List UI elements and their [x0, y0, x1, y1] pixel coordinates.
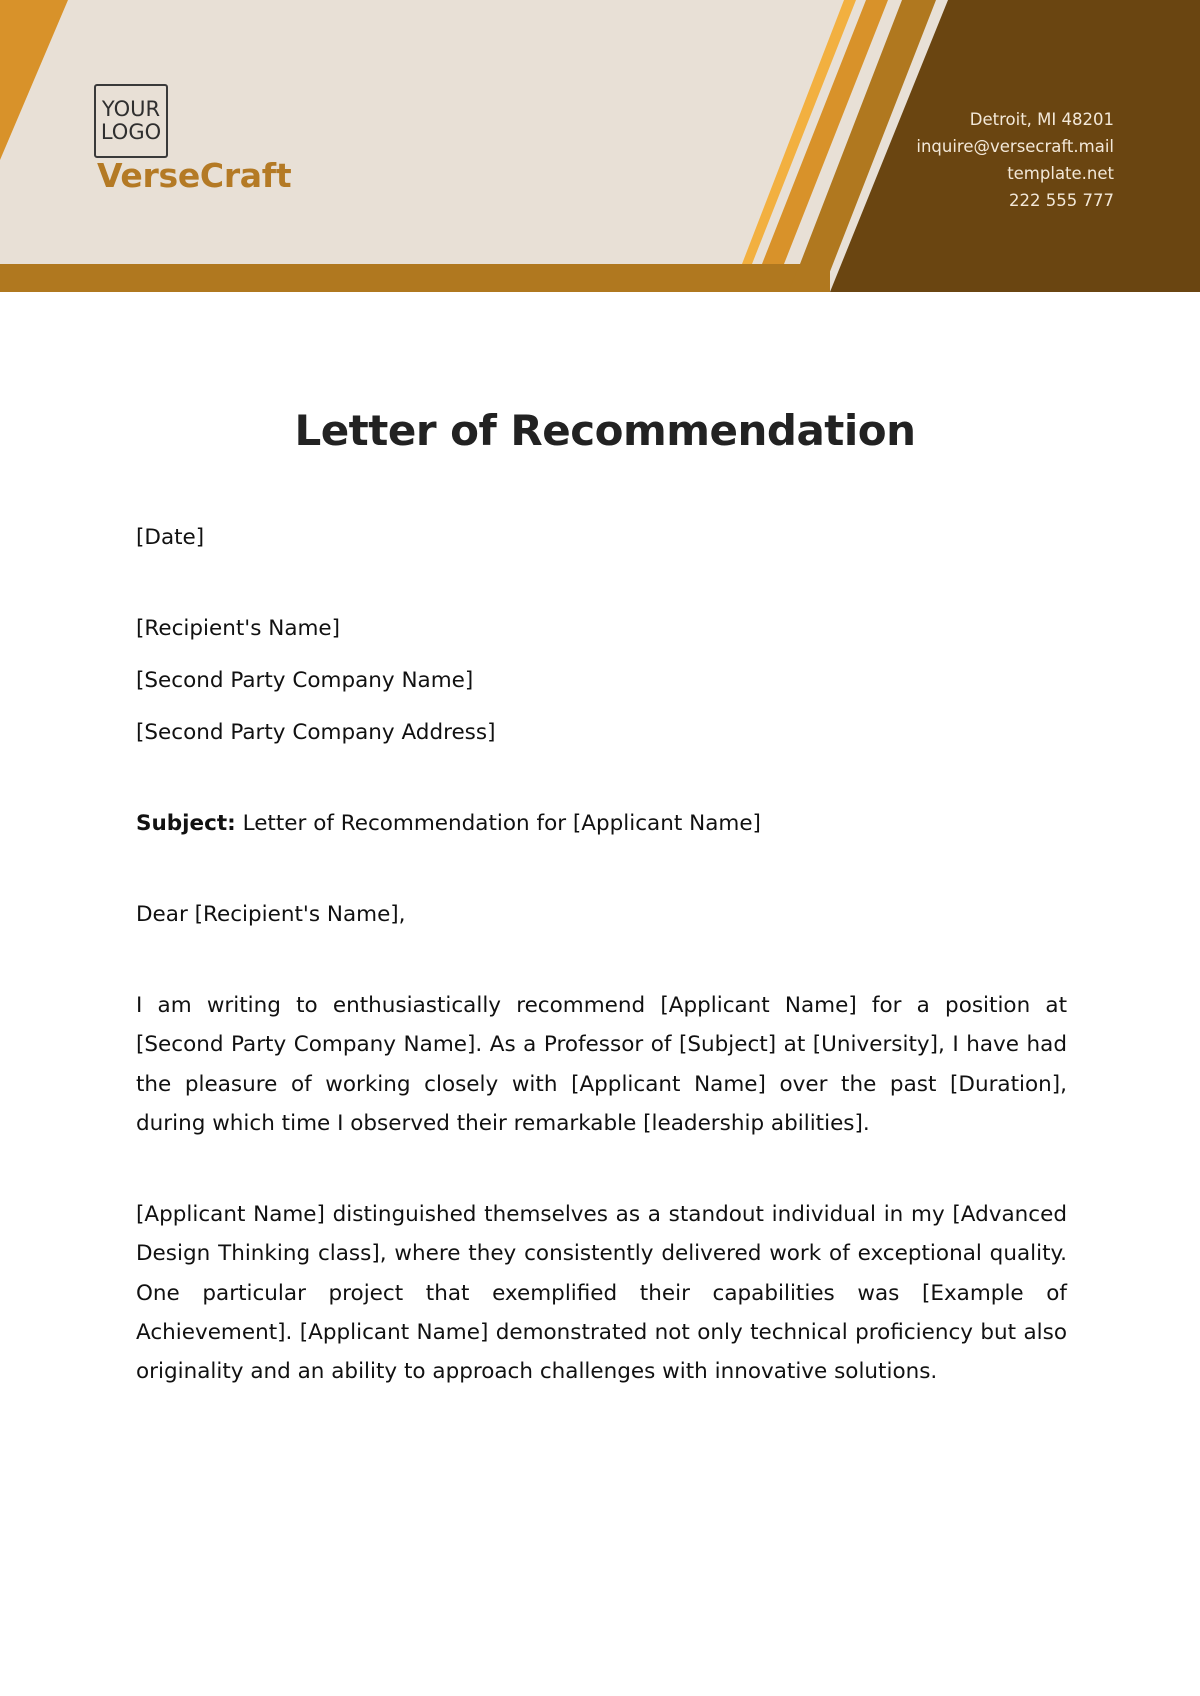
salutation: Dear [Recipient's Name],: [136, 902, 406, 927]
logo-line-2: LOGO: [100, 120, 162, 144]
subject-text: Letter of Recommendation for [Applicant Name]: [235, 811, 761, 836]
subject-label: Subject:: [136, 811, 236, 836]
bottom-bar: [0, 264, 830, 292]
letterhead: [0, 0, 1200, 292]
contact-phone: 222 555 777: [1009, 191, 1114, 210]
contact-email: inquire@versecraft.mail: [916, 137, 1114, 156]
date-line: [Date]: [136, 525, 205, 550]
contact-address: Detroit, MI 48201: [969, 110, 1114, 129]
recipient-address: [Second Party Company Address]: [136, 720, 496, 745]
logo-placeholder: [94, 84, 168, 158]
paragraph-1: I am writing to enthusiastically recommend [Applicant Name] for a position at [Second Party Company Name]. As a Professor of [Subject] at [University], I have had the pleasure of working closely with [Applicant Name] over the past [Duration], during which time I observed their remarkable [leadership abilities].: [136, 993, 1067, 1136]
paragraph-2: [Applicant Name] distinguished themselves as a standout individual in my [Advanced Design Thinking class], where they consistently delivered work of exceptional quality. One particular project that exemplified their capabilities was [Example of Achievement]. [Applicant Name] demonstrated not only technical proficiency but also originality and an ability to approach challenges with innovative solutions.: [136, 1202, 1067, 1385]
contact-block: [916, 106, 1114, 214]
recipient-company: [Second Party Company Name]: [136, 668, 474, 693]
recipient-name: [Recipient's Name]: [136, 616, 341, 641]
subject-line: [136, 811, 761, 836]
letter-title: Letter of Recommendation: [294, 406, 916, 455]
brand-name: VerseCraft: [97, 156, 292, 195]
contact-website: template.net: [1007, 164, 1114, 183]
logo-line-1: YOUR: [101, 97, 161, 121]
